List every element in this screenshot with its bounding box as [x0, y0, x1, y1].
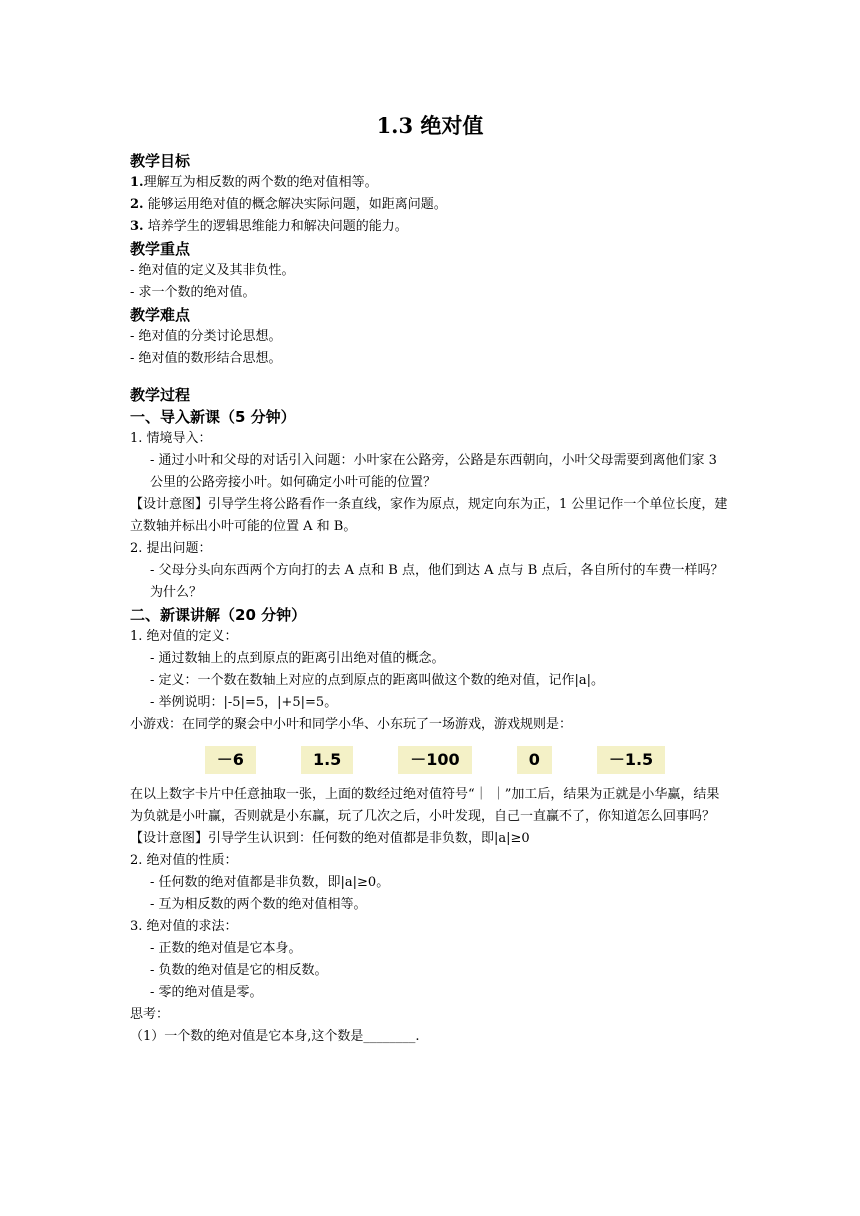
part1-heading: 一、导入新课（5 分钟） — [130, 408, 296, 426]
goal-text: 能够运用绝对值的概念解决实际问题，如距离问题。 — [143, 197, 447, 212]
number-card: －6 — [205, 746, 256, 774]
paragraph: - 举例说明：|-5|=5，|+5|=5。 — [150, 695, 338, 710]
goal-text: 理解互为相反数的两个数的绝对值相等。 — [143, 175, 378, 190]
paragraph: 3. 绝对值的求法： — [130, 919, 238, 934]
paragraph: - 负数的绝对值是它的相反数。 — [150, 963, 328, 978]
difficulty-item: - 绝对值的数形结合思想。 — [130, 351, 282, 366]
paragraph: - 互为相反数的两个数的绝对值相等。 — [150, 897, 367, 912]
paragraph: 小游戏：在同学的聚会中小叶和同学小华、小东玩了一场游戏，游戏规则是： — [130, 717, 573, 732]
goal-number: 1. — [130, 175, 144, 190]
number-card: －100 — [398, 746, 471, 774]
paragraph: - 正数的绝对值是它本身。 — [150, 941, 302, 956]
goal-item — [130, 172, 730, 194]
number-card: 0 — [517, 746, 552, 774]
number-card: －1.5 — [597, 746, 665, 774]
key-points-heading: 教学重点 — [130, 240, 191, 258]
paragraph: 1. 情境导入： — [130, 431, 212, 446]
page-title: 1.3 绝对值 — [376, 113, 484, 138]
part2-heading: 二、新课讲解（20 分钟） — [130, 606, 307, 624]
number-cards — [130, 746, 730, 774]
goal-number: 3. — [130, 219, 144, 234]
document-page — [130, 110, 730, 1048]
paragraph: 在以上数字卡片中任意抽取一张，上面的数经过绝对值符号“｜ ｜”加工后，结果为正就是小华赢，结果为负就是小叶赢，否则就是小东赢，玩了几次之后，小叶发现，自己一直赢不了，你知道怎么回事吗？ — [130, 787, 720, 824]
paragraph: 2. 提出问题： — [130, 541, 212, 556]
goal-item — [130, 216, 730, 238]
paragraph: - 通过数轴上的点到原点的距离引出绝对值的概念。 — [150, 651, 445, 666]
goal-number: 2. — [130, 197, 144, 212]
design-intent: 【设计意图】引导学生将公路看作一条直线，家作为原点，规定向东为正，1 公里记作一个单位长度，建立数轴并标出小叶可能的位置 A 和 B。 — [130, 497, 728, 534]
paragraph: - 通过小叶和父母的对话引入问题：小叶家在公路旁，公路是东西朝向，小叶父母需要到离他们家 3 公里的公路旁接小叶。如何确定小叶可能的位置？ — [150, 453, 717, 490]
difficulty-item: - 绝对值的分类讨论思想。 — [130, 329, 282, 344]
paragraph: - 任何数的绝对值都是非负数，即|a|≥0。 — [150, 875, 390, 890]
paragraph: 2. 绝对值的性质： — [130, 853, 238, 868]
paragraph: - 定义：一个数在数轴上对应的点到原点的距离叫做这个数的绝对值，记作|a|。 — [150, 673, 605, 688]
goal-text: 培养学生的逻辑思维能力和解决问题的能力。 — [143, 219, 408, 234]
goals-heading: 教学目标 — [130, 152, 191, 170]
paragraph: - 零的绝对值是零。 — [150, 985, 263, 1000]
process-heading: 教学过程 — [130, 386, 191, 404]
paragraph: - 父母分头向东西两个方向打的去 A 点和 B 点，他们到达 A 点与 B 点后，各自所付的车费一样吗？为什么？ — [150, 563, 724, 600]
paragraph: （1）一个数的绝对值是它本身,这个数是________. — [130, 1029, 420, 1044]
goal-item — [130, 194, 730, 216]
paragraph: 1. 绝对值的定义： — [130, 629, 238, 644]
number-card: 1.5 — [301, 746, 353, 774]
difficulties-heading: 教学难点 — [130, 306, 191, 324]
design-intent: 【设计意图】引导学生认识到：任何数的绝对值都是非负数，即|a|≥0 — [130, 831, 530, 846]
key-point-item: - 绝对值的定义及其非负性。 — [130, 263, 295, 278]
key-point-item: - 求一个数的绝对值。 — [130, 285, 256, 300]
paragraph: 思考： — [130, 1007, 170, 1022]
